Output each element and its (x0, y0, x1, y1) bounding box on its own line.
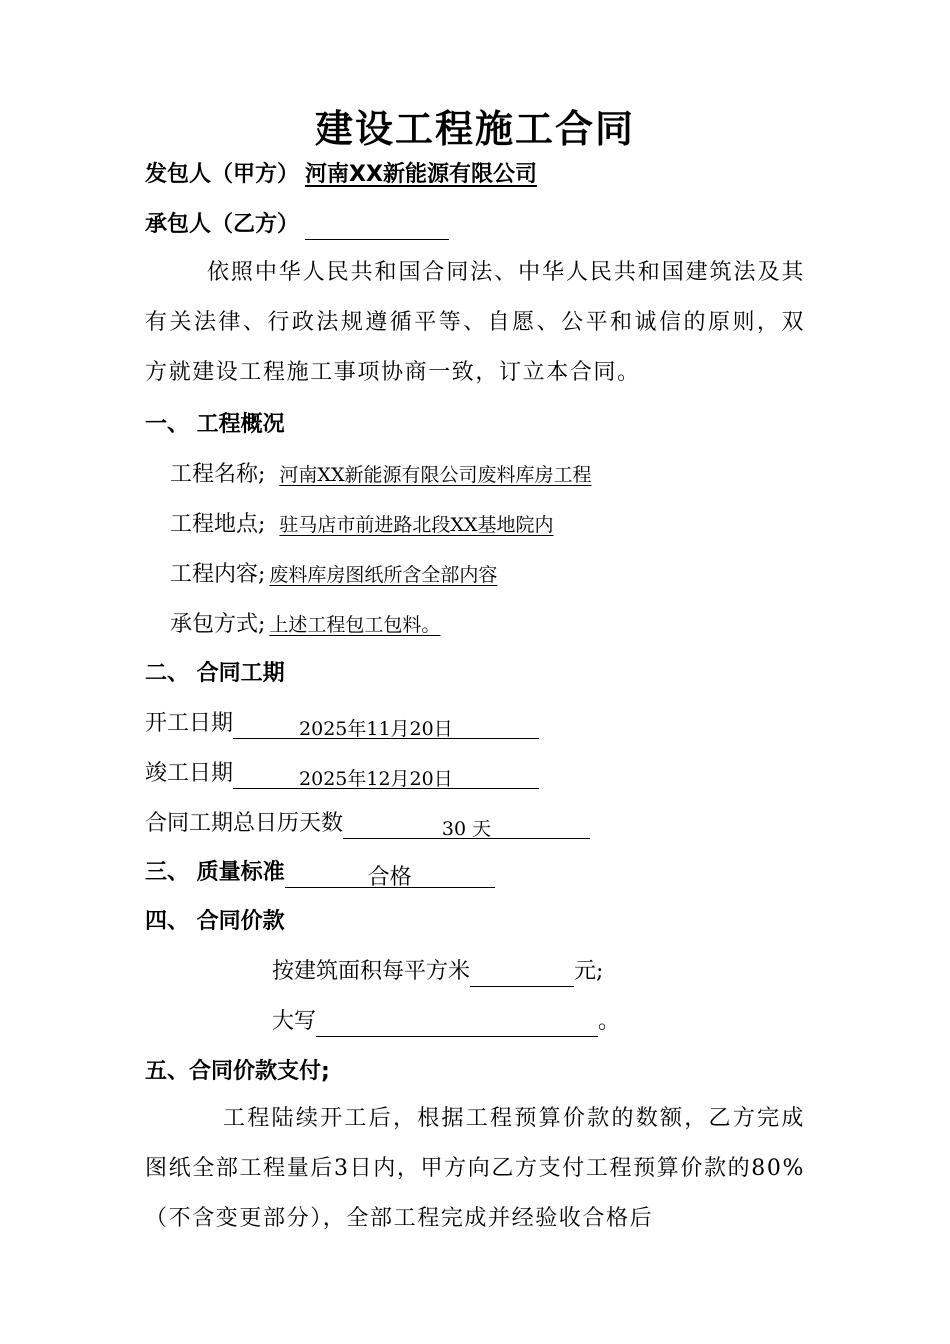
project-content-value: 废料库房图纸所含全部内容 (269, 564, 498, 586)
price-per-sqm-row (272, 957, 603, 987)
project-content-row (170, 560, 497, 590)
section1-heading: 一、 工程概况 (145, 412, 285, 437)
total-days-value: 30 天 (343, 814, 590, 839)
project-content-label: 工程内容; (170, 562, 266, 587)
party-a-row (145, 160, 543, 190)
price-per-sqm-label: 按建筑面积每平方米 (272, 959, 471, 984)
start-date-row (145, 709, 539, 739)
start-date-value: 2025年11月20日 (233, 714, 539, 739)
end-date-label: 竣工日期 (145, 761, 234, 786)
project-name-row (170, 460, 599, 490)
section2-heading: 二、 合同工期 (145, 661, 285, 686)
amount-in-words-blank (316, 1012, 598, 1037)
start-date-label: 开工日期 (145, 711, 234, 736)
section3-row (145, 858, 495, 888)
party-b-label: 承包人（乙方） (145, 212, 300, 237)
total-days-label: 合同工期总日历天数 (145, 811, 344, 836)
quality-standard-value: 合格 (285, 863, 495, 888)
contract-mode-value: 上述工程包工包料。 (269, 614, 441, 636)
preamble-paragraph: 依照中华人民共和国合同法、中华人民共和国建筑法及其有关法律、行政法规遵循平等、自愿、公平和诚信的原则，双方就建设工程施工事项协商一致，订立本合同。 (145, 260, 805, 385)
party-b-blank (305, 215, 449, 240)
page-title: 建设工程施工合同 (314, 107, 635, 151)
project-name-label: 工程名称; (170, 462, 266, 487)
section4-heading: 四、 合同价款 (145, 909, 285, 934)
party-a-label: 发包人（甲方） (145, 162, 300, 187)
contract-mode-label: 承包方式; (170, 612, 266, 637)
section3-heading: 三、 质量标准 (145, 860, 285, 885)
project-location-value: 驻马店市前进路北段XX基地院内 (279, 514, 554, 536)
price-unit: 元; (574, 959, 604, 984)
amount-in-words-label: 大写 (272, 1009, 317, 1034)
section5-heading: 五、合同价款支付; (145, 1059, 330, 1084)
project-location-row (170, 510, 575, 540)
payment-paragraph: 工程陆续开工后，根据工程预算价款的数额，乙方完成图纸全部工程量后3日内，甲方向乙方支付工程预算价款的80%（不含变更部分），全部工程完成并经验收合格后 (145, 1106, 805, 1231)
party-a-value: 河南XX新能源有限公司 (305, 162, 537, 187)
end-date-row (145, 759, 539, 789)
amount-in-words-row (272, 1007, 620, 1037)
project-location-label: 工程地点; (170, 512, 266, 537)
party-b-row (145, 210, 449, 240)
total-days-row (145, 809, 590, 839)
amount-in-words-end: 。 (598, 1009, 621, 1034)
end-date-value: 2025年12月20日 (233, 764, 539, 789)
price-per-sqm-blank (470, 962, 574, 987)
contract-mode-row (170, 610, 448, 640)
project-name-value: 河南XX新能源有限公司废料库房工程 (279, 464, 592, 486)
